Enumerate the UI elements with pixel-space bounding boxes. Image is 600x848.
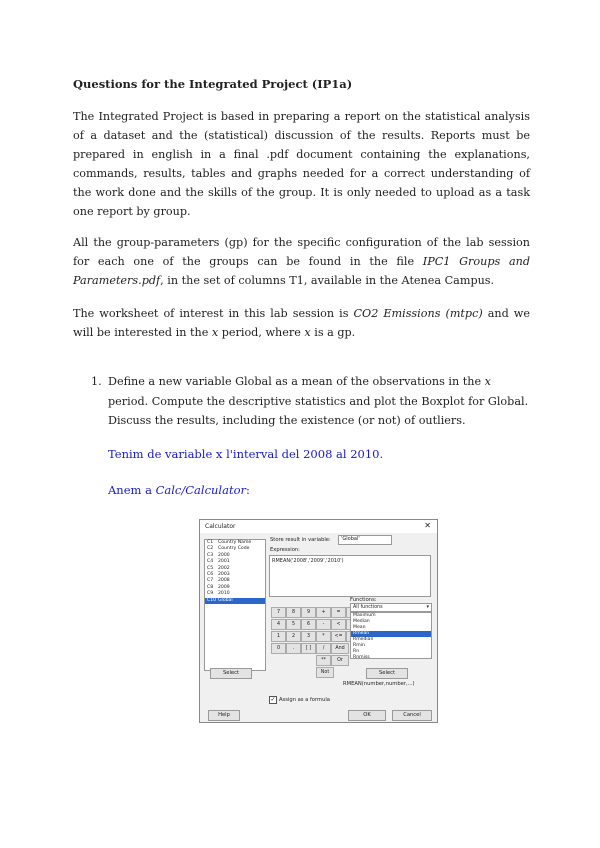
variable-row[interactable]: C1 Country Name: [207, 540, 252, 545]
store-label: Store result in variable:: [270, 537, 331, 543]
list-number: 1.: [91, 375, 102, 388]
keypad-key[interactable]: /: [316, 643, 331, 654]
function-item[interactable]: Rmin: [353, 643, 365, 648]
answer-calc-note: Anem a Calc/Calculator:: [108, 483, 250, 497]
expression-input[interactable]: RMEAN('2008','2009','2010'): [269, 555, 431, 597]
function-item[interactable]: Rmean: [351, 631, 431, 637]
store-input[interactable]: 'Global': [338, 535, 392, 545]
variable-list[interactable]: [204, 539, 266, 671]
keypad-key[interactable]: <=: [331, 631, 346, 642]
answer-interval-note: Tenim de variable x l'interval del 2008 al 2010.: [108, 447, 384, 461]
functions-label: Functions:: [350, 597, 377, 603]
variable-row[interactable]: C2 Country Code: [207, 546, 250, 552]
keypad-key[interactable]: +: [316, 607, 331, 618]
function-item[interactable]: Rmedian: [353, 637, 374, 642]
help-button[interactable]: Help: [208, 710, 240, 721]
functions-list[interactable]: [350, 612, 432, 659]
keypad-key[interactable]: =: [331, 607, 346, 618]
keypad-key[interactable]: 9: [301, 607, 316, 618]
assign-formula-label: Assign as a formula: [279, 697, 330, 703]
keypad-key[interactable]: <: [331, 619, 346, 630]
select-function-button[interactable]: Select: [366, 668, 408, 679]
keypad-key[interactable]: *: [316, 631, 331, 642]
function-item[interactable]: Median: [353, 619, 370, 624]
page-title: Questions for the Integrated Project (IP1a): [73, 77, 353, 91]
variable-row[interactable]: C8 2009: [207, 584, 230, 590]
calculator-dialog: [199, 519, 438, 723]
variable-row[interactable]: C4 2001: [207, 559, 230, 565]
question-list-item: [73, 372, 533, 431]
functions-select[interactable]: All functions ▾: [350, 603, 432, 612]
variable-row[interactable]: C7 2008: [207, 578, 230, 584]
variable-row[interactable]: C6 2003: [207, 571, 230, 577]
keypad-key[interactable]: 4: [271, 619, 286, 630]
dialog-titlebar: [200, 520, 437, 533]
keypad-key[interactable]: And: [331, 643, 349, 654]
keypad-key[interactable]: 0: [271, 643, 286, 654]
keypad-key[interactable]: 1: [271, 631, 286, 642]
expression-label: Expression:: [270, 547, 300, 553]
ok-button[interactable]: OK: [348, 710, 386, 721]
keypad-key[interactable]: -: [316, 619, 331, 630]
keypad-key[interactable]: 7: [271, 607, 286, 618]
close-icon[interactable]: ✕: [424, 521, 431, 530]
variable-row[interactable]: C3 2000: [207, 552, 230, 558]
group-parameters-paragraph: All the group-parameters (gp) for the specific configuration of the lab session for each one of the groups can be found in the file IPC1 Groups and Parameters.pdf, in the set of columns T1, available in the Atenea Campus.: [73, 236, 530, 287]
keypad-key[interactable]: 5: [286, 619, 301, 630]
select-variable-button[interactable]: Select: [210, 668, 252, 679]
function-item[interactable]: Maximum: [353, 613, 376, 618]
keypad-key[interactable]: 8: [286, 607, 301, 618]
function-item[interactable]: Rnmiss: [353, 655, 370, 660]
keypad-key[interactable]: **: [316, 655, 331, 666]
chevron-down-icon: ▾: [426, 604, 429, 610]
variable-row[interactable]: C5 2002: [207, 565, 230, 571]
keypad-key[interactable]: Not: [316, 667, 334, 678]
keypad-key[interactable]: 2: [286, 631, 301, 642]
keypad-key[interactable]: [ ]: [301, 643, 316, 654]
function-item[interactable]: Rn: [353, 649, 360, 654]
keypad-key[interactable]: 3: [301, 631, 316, 642]
function-hint: RMEAN(number,number,...): [343, 681, 415, 687]
function-item[interactable]: Mean: [353, 625, 366, 630]
worksheet-paragraph: The worksheet of interest in this lab session is CO2 Emissions (mtpc) and we will be interested in the x period, where x is a gp.: [73, 307, 530, 339]
question-text: Define a new variable Global as a mean of the observations in the x period. Compute the descriptive statistics and plot the Boxplot for Global. Discuss the results, including the existence (or not) of outliers.: [108, 375, 529, 427]
variable-row[interactable]: C10 Global: [205, 598, 265, 604]
assign-formula-checkbox[interactable]: ✓: [270, 696, 276, 703]
dialog-title: Calculator: [205, 523, 236, 530]
keypad-key[interactable]: Or: [331, 655, 349, 666]
keypad-key[interactable]: 6: [301, 619, 316, 630]
keypad-key[interactable]: .: [286, 643, 301, 654]
cancel-button[interactable]: Cancel: [392, 710, 432, 721]
intro-paragraph: The Integrated Project is based in preparing a report on the statistical analysis of a dataset and the (statistical) discussion of the results. Reports must be prepared in english in a final .pdf document containing the explanations, commands, results, tables and graphs needed for a correct understanding of the work done and the skills of the group. It is only needed to upload as a task one report by group.: [73, 110, 530, 218]
variable-row[interactable]: C9 2010: [207, 591, 230, 597]
